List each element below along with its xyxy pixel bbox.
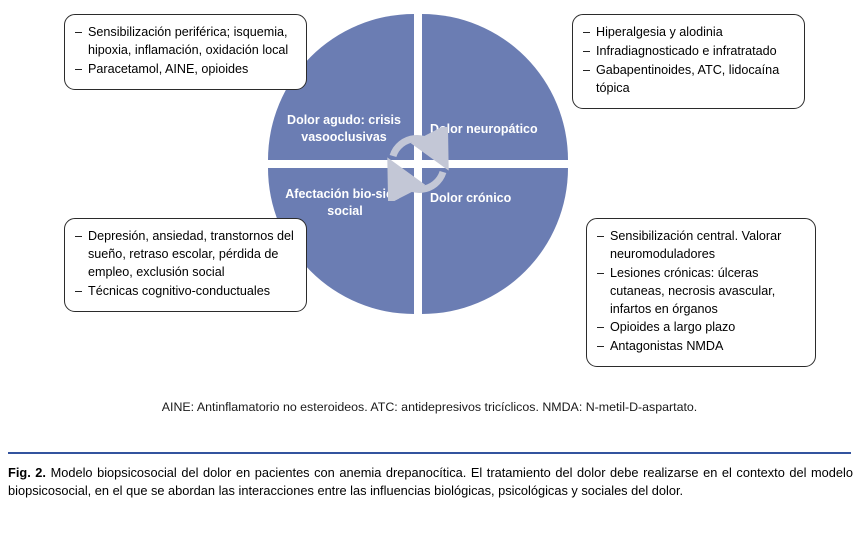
callout-box-biopsychosocial (64, 218, 307, 312)
figure-caption (8, 464, 853, 500)
list-item: – Lesiones crónicas: úlceras cutaneas, necrosis avascular, infartos en órganos (597, 265, 803, 319)
biopsychosocial-circle (268, 14, 568, 314)
callout-list-biopsychosocial (75, 228, 294, 301)
list-item: – Hiperalgesia y alodinia (583, 24, 792, 42)
list-item: – Depresión, ansiedad, transtornos del sueño, retraso escolar, pérdida de empleo, exclusión social (75, 228, 294, 282)
figure-footnote: AINE: Antinflamatorio no esteroideos. ATC: antidepresivos tricíclicos. NMDA: N-metil-D-aspartato. (161, 400, 698, 414)
list-item: – Sensibilización periférica; isquemia, hipoxia, inflamación, oxidación local (75, 24, 294, 60)
callout-box-neuropathic-pain (572, 14, 805, 109)
list-item: – Antagonistas NMDA (597, 338, 803, 356)
callout-list-neuropathic-pain (583, 24, 792, 98)
circle-quadrant-chronic-pain (422, 168, 568, 314)
callout-list-chronic-pain (597, 228, 803, 356)
list-item: – Gabapentinoides, ATC, lidocaína tópica (583, 62, 792, 98)
circle-quadrant-acute-pain-label: Dolor agudo: crisis vasooclusivas (287, 113, 401, 145)
callout-box-acute-pain (64, 14, 307, 90)
figure-caption-text: Modelo biopsicosocial del dolor en pacientes con anemia drepanocítica. El tratamiento del dolor debe realizarse en el contexto del modelo biopsicosocial, en el que se abordan las interacciones entre las influencias biológicas, psicológicas y sociales del dolor. (8, 465, 853, 499)
circle-quadrant-neuropathic-pain-label: Dolor neuropático (430, 122, 538, 137)
list-item: – Opioides a largo plazo (597, 319, 803, 337)
callout-box-chronic-pain (586, 218, 816, 367)
list-item: – Técnicas cognitivo-conductuales (75, 283, 294, 301)
circle-quadrant-chronic-pain-label: Dolor crónico (430, 191, 512, 205)
figure-caption-label: Fig. 2. (8, 465, 46, 480)
callout-list-acute-pain (75, 24, 294, 79)
list-item: – Infradiagnosticado e infratratado (583, 43, 792, 61)
circle-quadrant-neuropathic-pain (422, 14, 568, 160)
caption-divider (8, 452, 851, 454)
circle-quadrant-biopsychosocial-label: Afectación bio-sico-social (285, 187, 405, 218)
list-item: – Sensibilización central. Valorar neuromoduladores (597, 228, 803, 264)
list-item: – Paracetamol, AINE, opioides (75, 61, 294, 79)
